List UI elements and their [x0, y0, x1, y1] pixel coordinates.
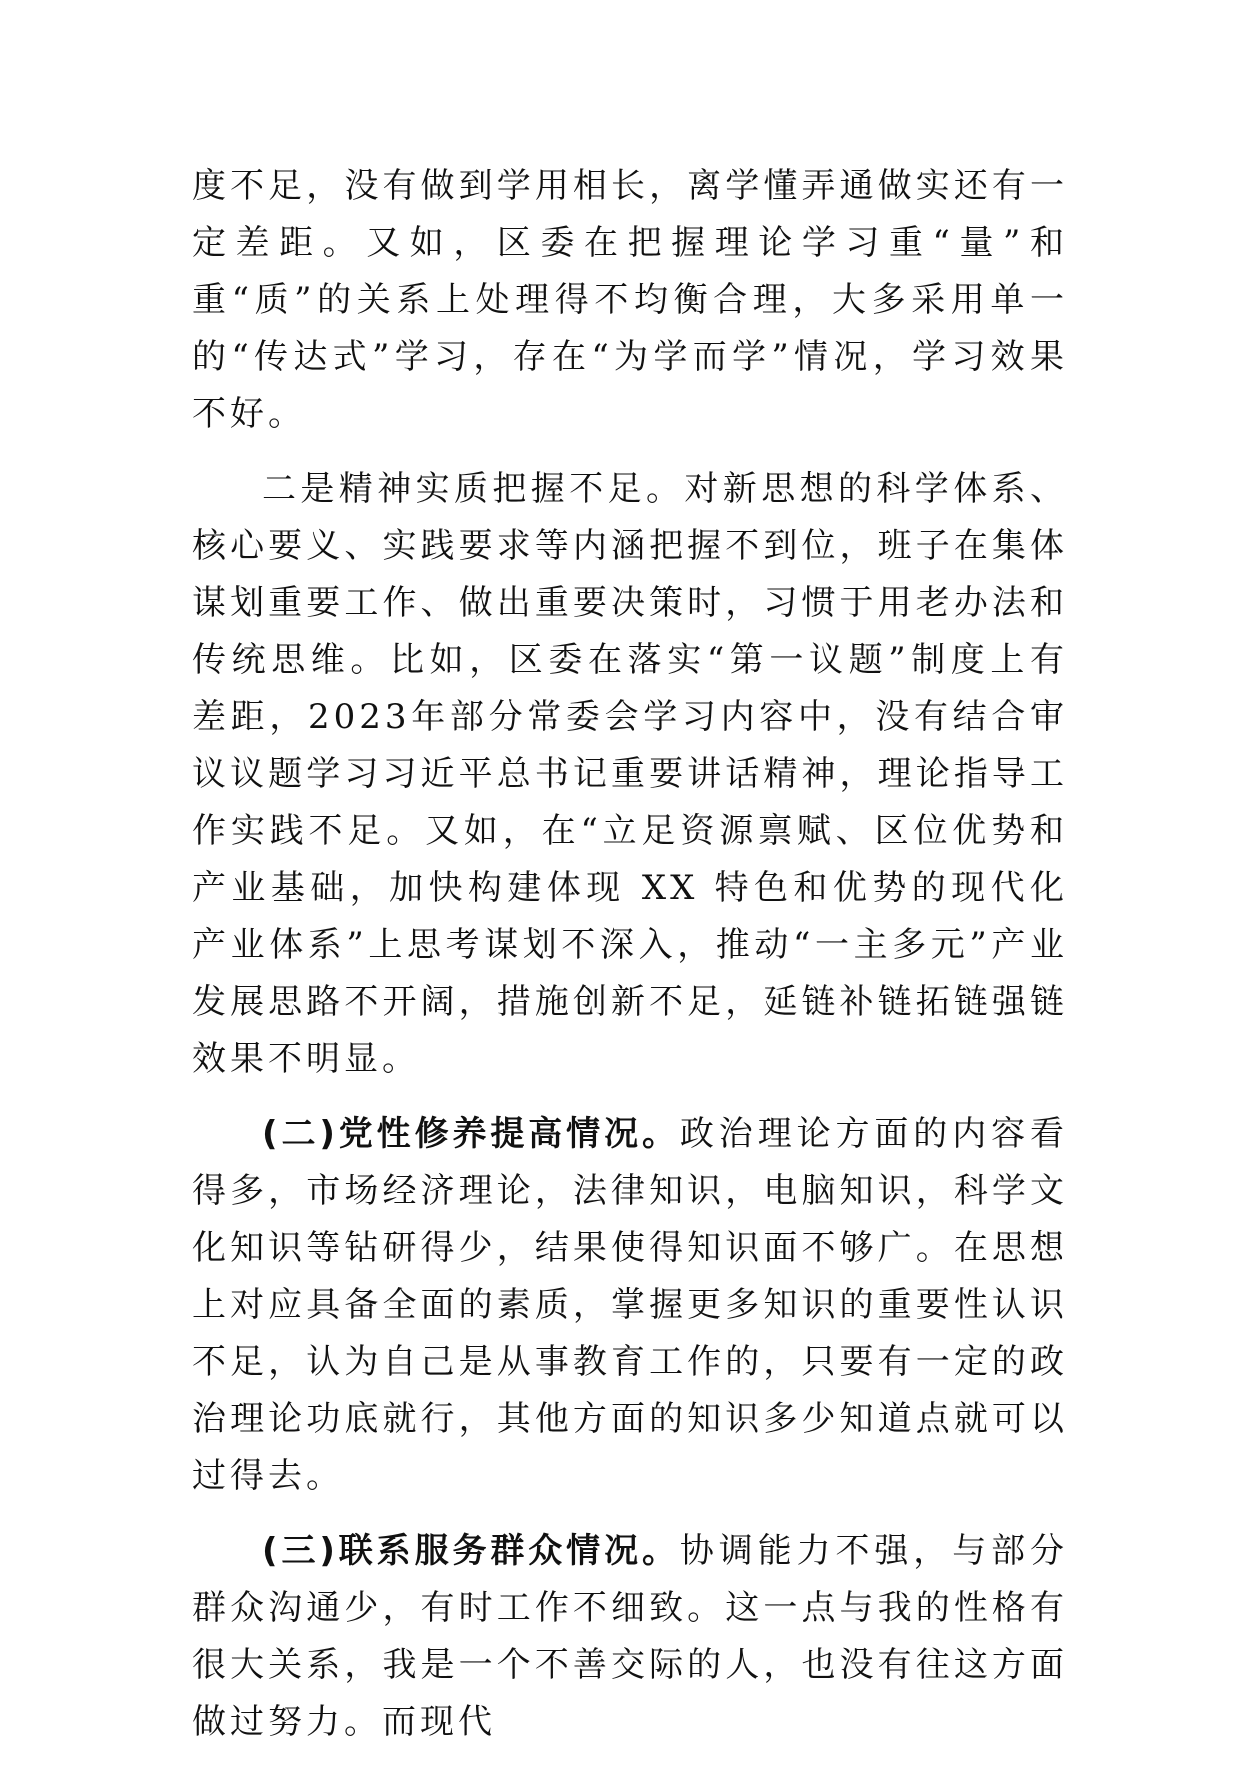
paragraph-text: 度不足，没有做到学用相长，离学懂弄通做实还有一定差距。又如，区委在把握理论学习重“量”和重“质”的关系上处理得不均衡合理，大多采用单一的“传达式”学习，存在“为学而学”情况，学习效果不好。 — [192, 166, 1068, 434]
paragraph-4 — [192, 1523, 1068, 1751]
paragraph-2 — [192, 461, 1068, 1088]
paragraph-text: 二是精神实质把握不足。对新思想的科学体系、核心要义、实践要求等内涵把握不到位，班子在集体谋划重要工作、做出重要决策时，习惯于用老办法和传统思维。比如，区委在落实“第一议题”制度上有差距，2023年部分常委会学习内容中，没有结合审议议题学习习近平总书记重要讲话精神，理论指导工作实践不足。又如，在“立足资源禀赋、区位优势和产业基础，加快构建体现 XX 特色和优势的现代化产业体系”上思考谋划不深入，推动“一主多元”产业发展思路不开阔，措施创新不足，延链补链拓链强链效果不明显。 — [192, 469, 1068, 1079]
paragraph-text: 协调能力不强，与部分群众沟通少，有时工作不细致。这一点与我的性格有很大关系，我是一个不善交际的人，也没有往这方面做过努力。而现代 — [192, 1531, 1068, 1742]
paragraph-3 — [192, 1106, 1068, 1505]
paragraph-text: 政治理论方面的内容看得多，市场经济理论，法律知识，电脑知识，科学文化知识等钻研得少，结果使得知识面不够广。在思想上对应具备全面的素质，掌握更多知识的重要性认识不足，认为自己是从事教育工作的，只要有一定的政治理论功底就行，其他方面的知识多少知道点就可以过得去。 — [192, 1114, 1068, 1496]
paragraph-1 — [192, 158, 1068, 443]
section-heading-party-spirit: (二)党性修养提高情况。 — [262, 1114, 680, 1154]
section-heading-serving-masses: (三)联系服务群众情况。 — [262, 1531, 680, 1571]
document-body — [192, 158, 1068, 1769]
